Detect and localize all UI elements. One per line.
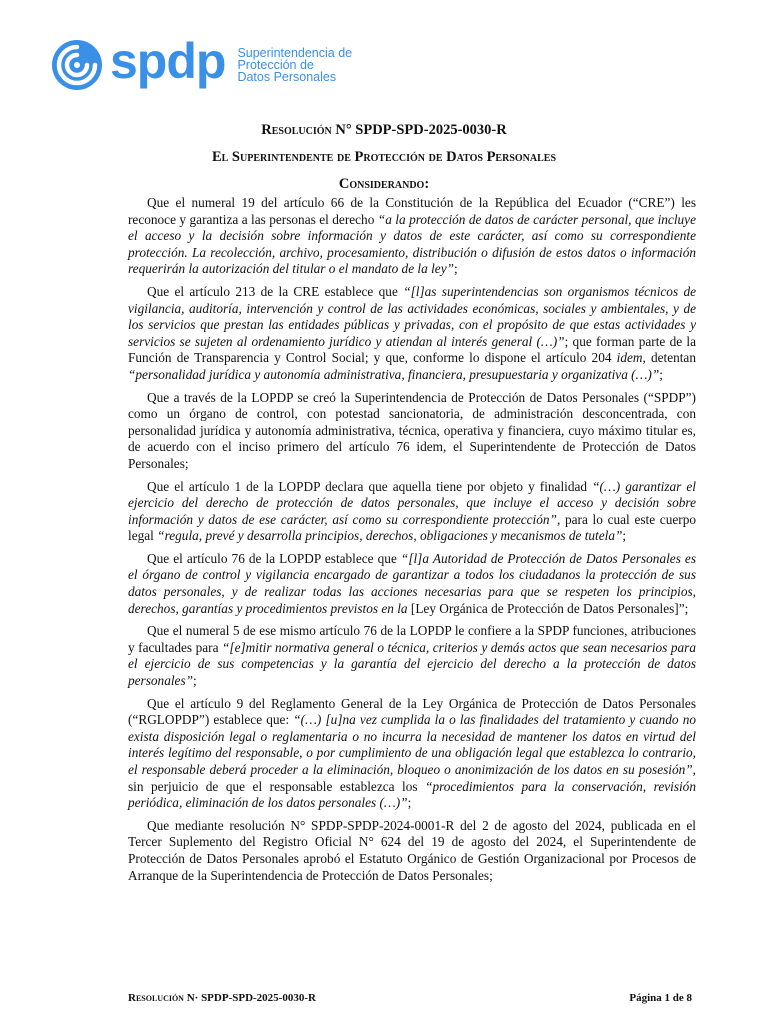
- body-text: , para lo cual este cuerpo legal: [128, 511, 696, 544]
- body-text: Que mediante resolución N° SPDP-SPDP-2024-0001-R del 2 de agosto del 2024, publicada en el Tercer Suplemento del Registro Oficial N° 624 del 19 de agosto del 2024, el Superintendente de Protección de Datos Personales aprobó el Estatuto Orgánico de Gestión Organizacional por Procesos de Arranque de la Superintendencia de Protección de Datos Personales;: [128, 817, 696, 883]
- quoted-text: “personalidad jurídica y autonomía administrativa, financiera, presupuestaria y organizativa (…)”: [128, 366, 660, 382]
- body-text: ; que forman parte de la Función de Transparencia y Control Social; y que, conforme lo dispone el artículo 204: [128, 333, 696, 366]
- body-text: Que el numeral 19 del artículo 66 de la Constitución de la República del Ecuador (“CRE”) les reconoce y garantiza a las personas el derecho: [128, 195, 696, 227]
- body-text: Que el artículo 9 del Reglamento General de la Ley Orgánica de Protección de Datos Personales (“RGLOPDP”) establece que:: [128, 695, 696, 728]
- body-text: Que a través de la LOPDP se creó la Superintendencia de Protección de Datos Personales (“SPDP”) como un órgano de control, con potestad sancionatoria, de administración desconcentrada, con personalidad jurídica y autonomía administrativa, técnica, operativa y financiera, cuyo máximo titular es, de acuerdo con el inciso primero del artículo 76 idem, el Superintendente de Protección de Datos Personales;: [128, 389, 696, 471]
- considerando-paragraph: [128, 818, 696, 884]
- body-text: [Ley Orgánica de Protección de Datos Personales]”;: [407, 600, 689, 616]
- quoted-text: “a la protección de datos de carácter personal, que incluye el acceso y la decisión sobre información y datos de este carácter, así como su correspondiente protección. La recolección, archivo, procesamiento, distribución o difusión de estos datos o información requerirán la autorización del titular o el mandato de la ley”: [128, 211, 696, 277]
- quoted-text: “procedimientos para la conservación, revisión periódica, eliminación de los datos personales (…)”: [128, 778, 696, 811]
- considerando-paragraph: [128, 195, 696, 278]
- resolution-title: Resolución N° SPDP-SPD-2025-0030-R: [261, 122, 507, 138]
- quoted-text: “[e]mitir normativa general o técnica, criterios y demás actos que sean necesarios para el ejercicio de sus competencias y la garantía del ejercicio del derecho a la protección de datos personales”: [128, 639, 696, 689]
- logo-subtitle-line: Protección de: [237, 58, 314, 72]
- body-text: Que el artículo 76 de la LOPDP establece que: [147, 550, 401, 566]
- quoted-text: idem: [616, 350, 643, 366]
- footer-page-number: [629, 992, 692, 1004]
- body-text: , detentan: [642, 350, 696, 366]
- page-footer: [128, 992, 692, 1004]
- quoted-text: “regula, prevé y desarrolla principios, derechos, obligaciones y mecanismos de tutela”: [157, 528, 623, 544]
- considerando-paragraph: [128, 551, 696, 617]
- header: [50, 33, 353, 92]
- logo-subtitle: [237, 47, 352, 83]
- logo-subtitle-line: Datos Personales: [237, 70, 337, 84]
- body-text: ;: [193, 673, 197, 689]
- body-text: ;: [659, 366, 663, 382]
- footer-page-total: 8: [686, 992, 692, 1004]
- considerando-paragraph: [128, 284, 696, 384]
- document-body: [128, 195, 696, 890]
- body-text: Que el artículo 213 de la CRE establece que: [147, 283, 404, 299]
- quoted-text: “(…) [u]na vez cumplida la o las finalidades del tratamiento y cuando no exista disposición legal o reglamentaria o no incurra la necesidad de mantener los datos en virtud del interés legítimo del responsable, o por cumplimiento de una obligación legal que establezca lo contrario, el responsable deberá proceder a la eliminación, bloqueo o anonimización de los datos en su posesión”: [128, 712, 696, 777]
- body-text: ;: [407, 795, 412, 811]
- authority-title: El Superintendente de Protección de Datos Personales: [211, 149, 557, 165]
- quoted-text: “[l]a Autoridad de Protección de Datos Personales es el órgano de control y vigilancia encargado de garantizar a todos los ciudadanos la protección de sus datos personales, y de realizar todas las acciones necesarias para que se respeten los principios, derechos, garantías y procedimientos previstos en la: [128, 550, 697, 616]
- logo-wordmark: spdp: [110, 33, 226, 89]
- logo-subtitle-line: Superintendencia de: [237, 46, 353, 60]
- footer-page-label: Página: [629, 992, 662, 1004]
- footer-page-current: 1: [664, 992, 670, 1004]
- body-text: Que el artículo 1 de la LOPDP declara que aquella tiene por objeto y finalidad: [147, 478, 593, 494]
- quoted-text: “[l]as superintendencias son organismos técnicos de vigilancia, auditoría, intervención y control de las actividades económicas, sociales y ambientales, y de los servicios que prestan las entidades públicas y privadas, con el propósito de que estas actividades y servicios se sujeten al ordenamiento jurídico y atiendan al interés general (…)”: [128, 283, 696, 349]
- spdp-swirl-icon: [50, 38, 104, 92]
- body-text: ;: [454, 261, 458, 277]
- document-titles: [0, 122, 768, 193]
- footer-page-of: de: [672, 992, 684, 1004]
- considerando-paragraph: [128, 696, 696, 812]
- considerando-paragraph: [128, 390, 696, 473]
- body-text: Que el numeral 5 de ese mismo artículo 76 de la LOPDP le confiere a la SPDP funciones, atribuciones y facultades para: [128, 623, 696, 655]
- considerando-paragraph: [128, 479, 696, 545]
- footer-resolution: Resolución N· SPDP-SPD-2025-0030-R: [128, 992, 316, 1004]
- body-text: , sin perjuicio de que el responsable establezca los: [128, 762, 696, 794]
- body-text: ;: [622, 528, 627, 544]
- quoted-text: “(…) garantizar el ejercicio del derecho de protección de datos personales, que incluye el acceso y decisión sobre información y datos de ese carácter, así como su correspondiente protección”: [128, 478, 696, 527]
- considerando-paragraph: [128, 623, 696, 689]
- considering-heading: Considerando:: [338, 176, 430, 192]
